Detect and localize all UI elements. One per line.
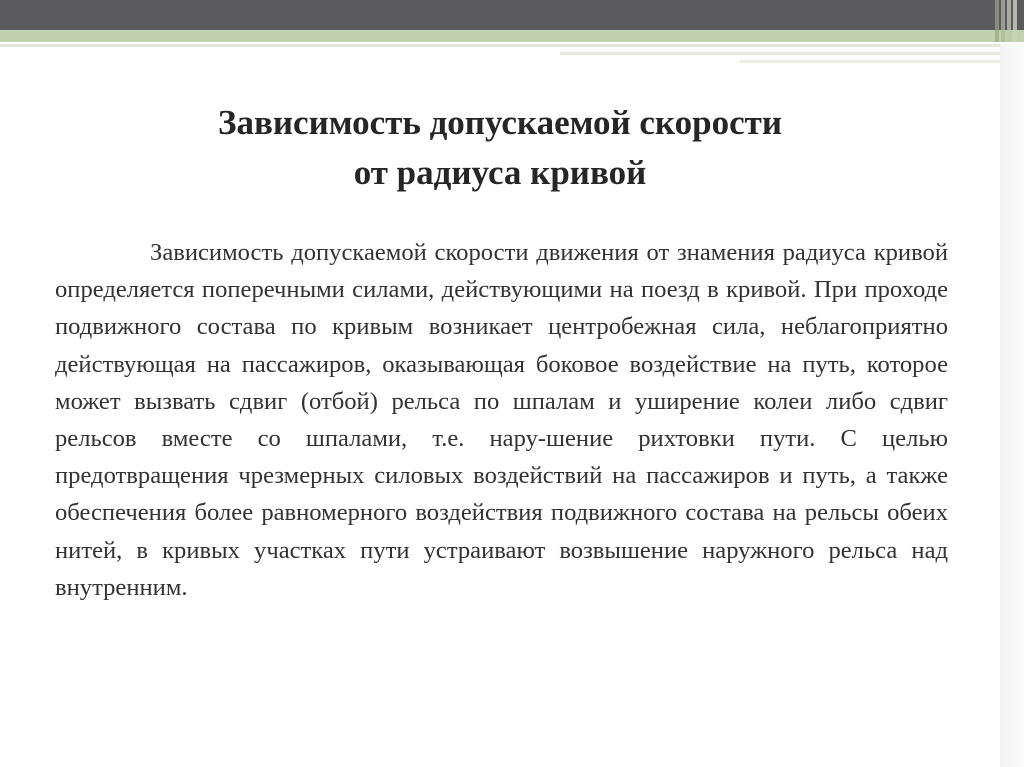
decor-line	[740, 60, 1000, 63]
decor-stripe	[1007, 0, 1011, 30]
decor-stripe	[1001, 30, 1005, 42]
slide-title-line: от радиуса кривой	[353, 153, 647, 192]
decor-stripe	[1013, 0, 1017, 30]
top-accent-band	[0, 30, 1024, 42]
decor-line	[560, 52, 1000, 55]
top-dark-band	[0, 0, 1024, 30]
decor-line	[0, 44, 1000, 47]
decor-stripe	[995, 30, 999, 42]
slide-title	[0, 98, 1000, 198]
decor-stripe	[1013, 30, 1017, 42]
decor-stripe	[1007, 30, 1011, 42]
right-edge-shade	[1000, 44, 1024, 767]
slide-title-line: Зависимость допускаемой скорости	[218, 103, 782, 142]
slide-body-text: Зависимость допускаемой скорости движения от знамения радиуса кривой определяется поперечными силами, действующими на поезд в кривой. При проходе подвижного состава по кривым возникает центробежная сила, неблагоприятно действующая на пассажиров, оказывающая боковое воздействие на путь, которое может вызвать сдвиг (отбой) рельса по шпалам и уширение колеи либо сдвиг рельсов вместе со шпалами, т.е. нару-шение рихтовки пути. С целью предотвращения чрезмерных силовых воздействий на пассажиров и путь, а также обеспечения более равномерного воздействия подвижного состава на рельсы обеих нитей, в кривых участках пути устраивают возвышение наружного рельса над внутренним.	[55, 239, 948, 601]
decor-stripe	[995, 0, 999, 30]
decor-stripe	[1001, 0, 1005, 30]
